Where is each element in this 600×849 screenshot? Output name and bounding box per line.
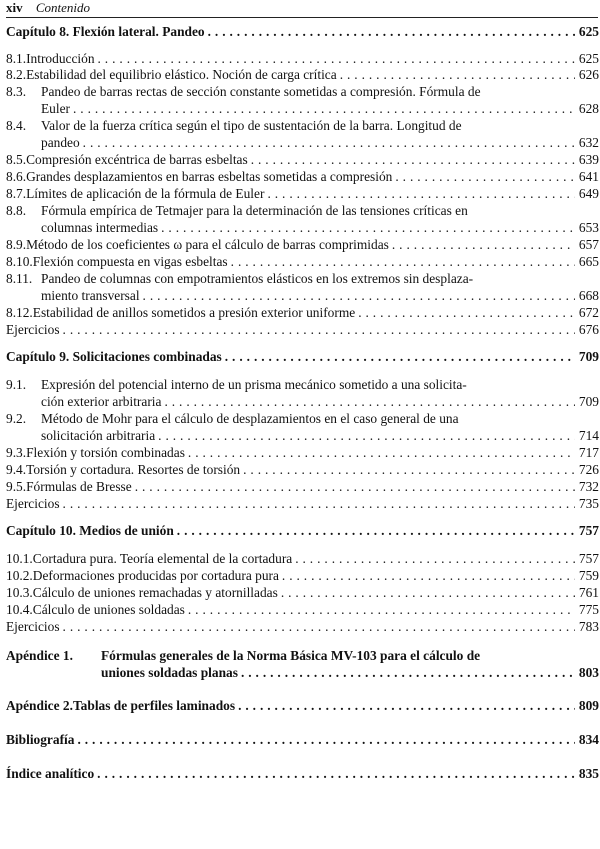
toc-entry-9-5[interactable]: 9.5. Fórmulas de Bresse . . . 732 bbox=[6, 479, 599, 495]
toc-entry-8-11-cont[interactable]: miento transversal . . . 668 bbox=[6, 288, 599, 304]
toc-entry-8-8-cont[interactable]: columnas intermedias . . . 653 bbox=[6, 220, 599, 236]
toc-entry-9-1-cont[interactable]: ción exterior arbitraria . . . 709 bbox=[6, 394, 599, 410]
chapter-8-heading[interactable]: Capítulo 8. Flexión lateral. Pandeo . . . 625 bbox=[6, 24, 599, 40]
toc-entry-8-10[interactable]: 8.10. Flexión compuesta en vigas esbeltas . . . 665 bbox=[6, 254, 599, 270]
running-head bbox=[6, 0, 90, 16]
toc-entry-8-1[interactable]: 8.1. Introducción . . . 625 bbox=[6, 51, 599, 67]
toc-entry-8-8[interactable]: 8.8. Fórmula empírica de Tetmajer para la determinación de las tensiones críticas en bbox=[6, 203, 468, 218]
toc-entry-10-2[interactable]: 10.2. Deformaciones producidas por cortadura pura . . . 759 bbox=[6, 568, 599, 584]
toc-entry-8-11[interactable]: 8.11. Pandeo de columnas con empotramientos elásticos en los extremos sin desplaza- bbox=[6, 271, 474, 286]
toc-exercises-9[interactable]: Ejercicios . . . 735 bbox=[6, 496, 599, 512]
appendix-1-heading-cont[interactable]: uniones soldadas planas . . . 803 bbox=[6, 665, 599, 681]
running-title: Contenido bbox=[35, 0, 91, 15]
chapter-9-heading[interactable]: Capítulo 9. Solicitaciones combinadas . . . 709 bbox=[6, 349, 599, 365]
appendix-2-heading[interactable]: Apéndice 2. Tablas de perfiles laminados . . . 809 bbox=[6, 698, 599, 714]
toc-exercises-10[interactable]: Ejercicios . . . 783 bbox=[6, 619, 599, 635]
toc-entry-8-5[interactable]: 8.5. Compresión excéntrica de barras esbeltas . . . 639 bbox=[6, 152, 599, 168]
toc-entry-9-2[interactable]: 9.2. Método de Mohr para el cálculo de desplazamientos en el caso general de una bbox=[6, 411, 459, 426]
toc-entry-8-3[interactable]: 8.3. Pandeo de barras rectas de sección constante sometidas a compresión. Fórmula de bbox=[6, 84, 481, 99]
toc-entry-9-1[interactable]: 9.1. Expresión del potencial interno de un prisma mecánico sometido a una solicita- bbox=[6, 377, 467, 392]
toc-entry-8-9[interactable]: 8.9. Método de los coeficientes ω para el cálculo de barras comprimidas . . . 657 bbox=[6, 237, 599, 253]
toc-entry-8-4-cont[interactable]: pandeo . . . 632 bbox=[6, 135, 599, 151]
index-heading[interactable]: Índice analítico . . . 835 bbox=[6, 766, 599, 782]
toc-entry-8-3-cont[interactable]: Euler . . . 628 bbox=[6, 101, 599, 117]
toc-entry-10-1[interactable]: 10.1. Cortadura pura. Teoría elemental de la cortadura . . . 757 bbox=[6, 551, 599, 567]
toc-entry-8-6[interactable]: 8.6. Grandes desplazamientos en barras esbeltas sometidas a compresión . . . 641 bbox=[6, 169, 599, 185]
chapter-10-heading[interactable]: Capítulo 10. Medios de unión . . . 757 bbox=[6, 523, 599, 539]
toc-entry-8-4[interactable]: 8.4. Valor de la fuerza crítica según el tipo de sustentación de la barra. Longitud de bbox=[6, 118, 462, 133]
toc-exercises-8[interactable]: Ejercicios . . . 676 bbox=[6, 322, 599, 338]
toc-entry-10-3[interactable]: 10.3. Cálculo de uniones remachadas y atornilladas . . . 761 bbox=[6, 585, 599, 601]
appendix-1-heading[interactable]: Apéndice 1. Fórmulas generales de la Norma Básica MV-103 para el cálculo de bbox=[6, 648, 481, 663]
toc-entry-8-2[interactable]: 8.2. Estabilidad del equilibrio elástico. Noción de carga crítica . . . 626 bbox=[6, 67, 599, 83]
toc-entry-8-12[interactable]: 8.12. Estabilidad de anillos sometidos a presión exterior uniforme . . . 672 bbox=[6, 305, 599, 321]
bibliography-heading[interactable]: Bibliografía . . . 834 bbox=[6, 732, 599, 748]
toc-entry-9-2-cont[interactable]: solicitación arbitraria . . . 714 bbox=[6, 428, 599, 444]
toc-entry-9-3[interactable]: 9.3. Flexión y torsión combinadas . . . 717 bbox=[6, 445, 599, 461]
toc-entry-8-7[interactable]: 8.7. Límites de aplicación de la fórmula de Euler . . . 649 bbox=[6, 186, 599, 202]
toc-entry-10-4[interactable]: 10.4. Cálculo de uniones soldadas . . . 775 bbox=[6, 602, 599, 618]
toc-entry-9-4[interactable]: 9.4. Torsión y cortadura. Resortes de torsión . . . 726 bbox=[6, 462, 599, 478]
header-rule bbox=[6, 17, 598, 18]
page-number: xiv bbox=[6, 0, 23, 15]
